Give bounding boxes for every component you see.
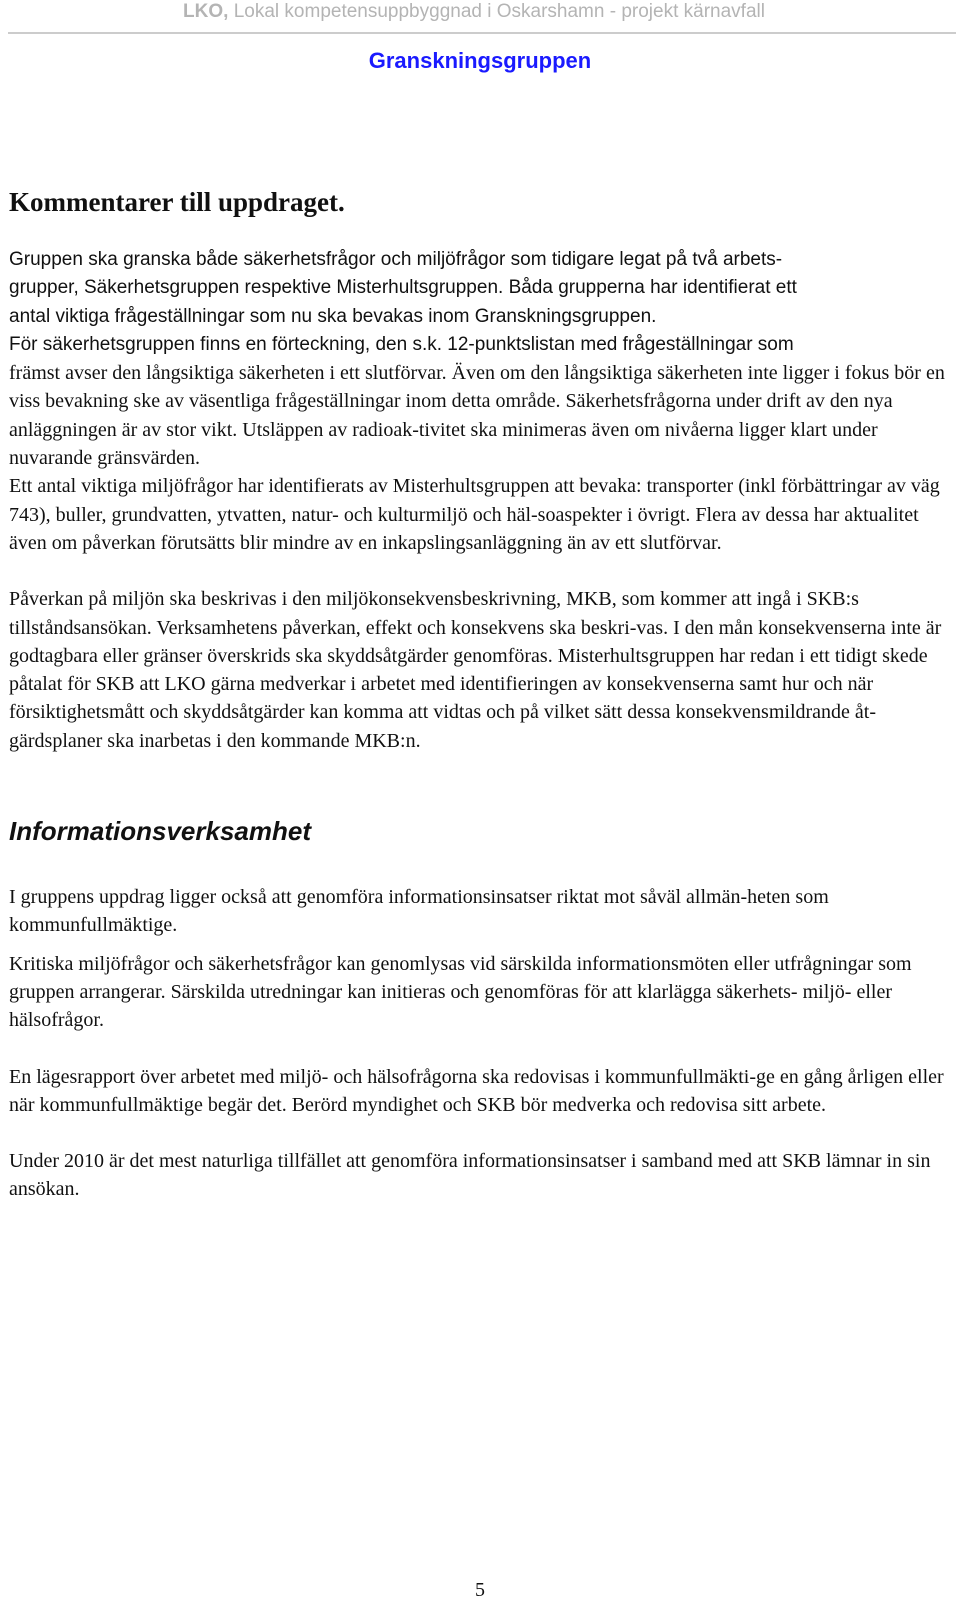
comments-heading: Kommentarer till uppdraget. [9,187,345,217]
section-title: Granskningsgruppen [368,48,592,73]
comments-paragraph-1-line-4: För säkerhetsgruppen finns en förteckning, den s.k. 12-punktslistan med frågeställningar som [9,333,794,355]
information-paragraph-3: En lägesrapport över arbetet med miljö- och hälsofrågorna ska redovisas i kommunfullmäkti-ge en gång årligen eller när kommunfullmäktige begär det. Berörd myndighet och SKB bör medverka och redovisa sitt arbete. [9,1065,944,1116]
information-heading: Informationsverksamhet [9,816,311,847]
comments-paragraph-1-continued: främst avser den långsiktiga säkerheten i ett slutförvar. Även om den långsiktiga säkerheten inte ligger i fokus bör en viss bevakning ske av väsentliga frågeställningar inom detta område. Säkerhetsfrågorna under drift av den nya anläggningen är av stor vikt. Utsläppen av radioak-tivitet ska minimeras även om nivåerna ligger klart under nuvarande gränsvärden. [9,362,945,470]
comments-paragraph-3: Påverkan på miljön ska beskrivas i den miljökonsekvensbeskrivning, MKB, som kommer att ingå i SKB:s tillståndsansökan. Verksamhetens påverkan, effekt och konsekvens ska beskri-vas. I den mån konsekvenserna inte är godtagbara eller gränser överskrids ska skyddsåtgärder genomföras. Misterhultsgruppen har redan i ett tidigt skede påtalat för SKB att LKO gärna medverkar i arbetet med identifieringen av konsekvenserna samt hur och när försiktighetsmått och skyddsåtgärder kan komma att vidtas och på vilket sätt dessa konsekvensmildrande åt-gärdsplaner ska inarbetas i den kommande MKB:n. [9,588,942,752]
comments-paragraph-1-line-2: grupper, Säkerhetsgruppen respektive Misterhultsgruppen. Båda grupperna har identifierat ett [9,277,797,299]
information-paragraph-2: Kritiska miljöfrågor och säkerhetsfrågor kan genomlysas vid särskilda informationsmöten eller utfrågningar som gruppen arrangerar. Särskilda utredningar kan initieras och genomföras för att klarlägga säkerhets- miljö- eller hälsofrågor. [9,952,912,1032]
running-header [0,0,948,24]
comments-paragraph-1-line-1: Gruppen ska granska både säkerhetsfrågor och miljöfrågor som tidigare legat på två arbets- [9,249,783,270]
page-content [9,186,945,1204]
header-divider [8,32,956,34]
comments-paragraph-2: Ett antal viktiga miljöfrågor har identifierats av Misterhultsgruppen att bevaka: transporter (inkl förbättringar av väg 743), buller, grundvatten, ytvatten, natur- och kulturmiljö och häl-soaspekter i övrigt. Flera av dessa har aktualitet även om påverkan förutsätts blir mindre av en inkapslingsanläggning än av ett slutförvar. [9,475,940,554]
comments-paragraph-1-line-3: antal viktiga frågeställningar som nu ska bevakas inom Granskningsgruppen. [9,305,657,327]
header-abbreviation: LKO, [183,1,229,22]
header-title: Lokal kompetensuppbyggnad i Oskarshamn - projekt kärnavfall [233,1,765,22]
information-paragraph-1: I gruppens uppdrag ligger också att genomföra informationsinsatser riktat mot såväl allmän-heten som kommunfullmäktige. [9,886,829,937]
page-number: 5 [475,1579,485,1601]
information-paragraph-4: Under 2010 är det mest naturliga tillfället att genomföra informationsinsatser i samband med att SKB lämnar in sin ansökan. [9,1150,931,1201]
